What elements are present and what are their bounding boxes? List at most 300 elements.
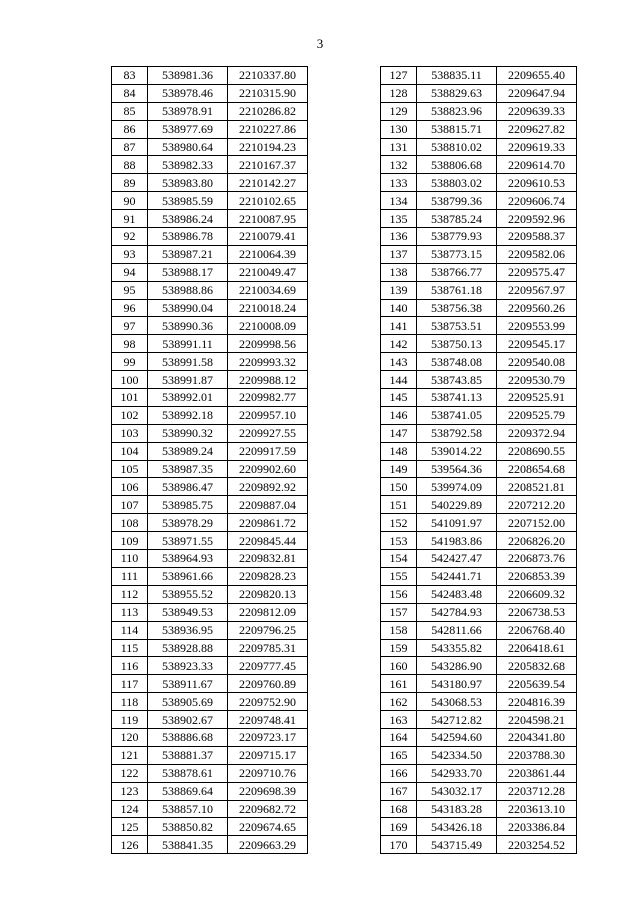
x-coordinate-cell: 538978.46: [148, 84, 228, 102]
y-coordinate-cell: 2209723.17: [228, 728, 308, 746]
y-coordinate-cell: 2209619.33: [497, 138, 577, 156]
y-coordinate-cell: 2206738.53: [497, 603, 577, 621]
y-coordinate-cell: 2203613.10: [497, 800, 577, 818]
x-coordinate-cell: 542483.48: [417, 585, 497, 603]
x-coordinate-cell: 538992.01: [148, 389, 228, 407]
table-row: [112, 281, 308, 299]
x-coordinate-cell: 538971.55: [148, 532, 228, 550]
point-number-cell: 165: [381, 746, 417, 764]
x-coordinate-cell: 543068.53: [417, 693, 497, 711]
table-row: [381, 263, 577, 281]
table-row: [381, 657, 577, 675]
y-coordinate-cell: 2209993.32: [228, 353, 308, 371]
y-coordinate-cell: 2203788.30: [497, 746, 577, 764]
point-number-cell: 110: [112, 550, 148, 568]
y-coordinate-cell: 2209832.81: [228, 550, 308, 568]
point-number-cell: 84: [112, 84, 148, 102]
y-coordinate-cell: 2206609.32: [497, 585, 577, 603]
point-number-cell: 120: [112, 728, 148, 746]
point-number-cell: 148: [381, 442, 417, 460]
point-number-cell: 96: [112, 299, 148, 317]
table-row: [112, 818, 308, 836]
table-row: [381, 764, 577, 782]
point-number-cell: 151: [381, 496, 417, 514]
y-coordinate-cell: 2205832.68: [497, 657, 577, 675]
table-row: [381, 496, 577, 514]
point-number-cell: 156: [381, 585, 417, 603]
table-row: [112, 836, 308, 854]
x-coordinate-cell: 542811.66: [417, 621, 497, 639]
y-coordinate-cell: 2204598.21: [497, 711, 577, 729]
y-coordinate-cell: 2210018.24: [228, 299, 308, 317]
x-coordinate-cell: 543032.17: [417, 782, 497, 800]
point-number-cell: 83: [112, 67, 148, 85]
y-coordinate-cell: 2209777.45: [228, 657, 308, 675]
point-number-cell: 118: [112, 693, 148, 711]
x-coordinate-cell: 538983.80: [148, 174, 228, 192]
y-coordinate-cell: 2209682.72: [228, 800, 308, 818]
x-coordinate-cell: 538978.91: [148, 102, 228, 120]
table-row: [112, 585, 308, 603]
y-coordinate-cell: 2210227.86: [228, 120, 308, 138]
y-coordinate-cell: 2209957.10: [228, 406, 308, 424]
table-row: [381, 728, 577, 746]
point-number-cell: 113: [112, 603, 148, 621]
y-coordinate-cell: 2209530.79: [497, 371, 577, 389]
x-coordinate-cell: 538985.59: [148, 192, 228, 210]
y-coordinate-cell: 2209614.70: [497, 156, 577, 174]
x-coordinate-cell: 538981.36: [148, 67, 228, 85]
x-coordinate-cell: 538986.47: [148, 478, 228, 496]
point-number-cell: 169: [381, 818, 417, 836]
point-number-cell: 130: [381, 120, 417, 138]
x-coordinate-cell: 542334.50: [417, 746, 497, 764]
y-coordinate-cell: 2209545.17: [497, 335, 577, 353]
x-coordinate-cell: 541091.97: [417, 514, 497, 532]
table-row: [381, 371, 577, 389]
y-coordinate-cell: 2204816.39: [497, 693, 577, 711]
y-coordinate-cell: 2209610.53: [497, 174, 577, 192]
table-row: [381, 621, 577, 639]
y-coordinate-cell: 2203861.44: [497, 764, 577, 782]
table-row: [112, 84, 308, 102]
point-number-cell: 155: [381, 567, 417, 585]
table-row: [112, 210, 308, 228]
table-row: [381, 156, 577, 174]
point-number-cell: 164: [381, 728, 417, 746]
y-coordinate-cell: 2210315.90: [228, 84, 308, 102]
table-row: [112, 335, 308, 353]
point-number-cell: 111: [112, 567, 148, 585]
table-row: [381, 228, 577, 246]
table-row: [112, 514, 308, 532]
table-row: [112, 228, 308, 246]
x-coordinate-cell: 538850.82: [148, 818, 228, 836]
y-coordinate-cell: 2209785.31: [228, 639, 308, 657]
table-row: [112, 675, 308, 693]
x-coordinate-cell: 538803.02: [417, 174, 497, 192]
table-row: [381, 675, 577, 693]
y-coordinate-cell: 2210286.82: [228, 102, 308, 120]
table-row: [112, 67, 308, 85]
point-number-cell: 134: [381, 192, 417, 210]
y-coordinate-cell: 2209988.12: [228, 371, 308, 389]
x-coordinate-cell: 538756.38: [417, 299, 497, 317]
point-number-cell: 93: [112, 245, 148, 263]
x-coordinate-cell: 538990.36: [148, 317, 228, 335]
point-number-cell: 112: [112, 585, 148, 603]
x-coordinate-cell: 538750.13: [417, 335, 497, 353]
y-coordinate-cell: 2208654.68: [497, 460, 577, 478]
x-coordinate-cell: 538991.58: [148, 353, 228, 371]
table-row: [112, 299, 308, 317]
table-row: [381, 585, 577, 603]
x-coordinate-cell: 538988.17: [148, 263, 228, 281]
y-coordinate-cell: 2209606.74: [497, 192, 577, 210]
x-coordinate-cell: 542441.71: [417, 567, 497, 585]
x-coordinate-cell: 542594.60: [417, 728, 497, 746]
point-number-cell: 153: [381, 532, 417, 550]
y-coordinate-cell: 2209639.33: [497, 102, 577, 120]
table-row: [112, 371, 308, 389]
point-number-cell: 106: [112, 478, 148, 496]
point-number-cell: 126: [112, 836, 148, 854]
table-row: [381, 138, 577, 156]
x-coordinate-cell: 538961.66: [148, 567, 228, 585]
table-row: [381, 67, 577, 85]
y-coordinate-cell: 2209902.60: [228, 460, 308, 478]
y-coordinate-cell: 2209715.17: [228, 746, 308, 764]
x-coordinate-cell: 538835.11: [417, 67, 497, 85]
point-number-cell: 91: [112, 210, 148, 228]
point-number-cell: 95: [112, 281, 148, 299]
point-number-cell: 157: [381, 603, 417, 621]
x-coordinate-cell: 538991.87: [148, 371, 228, 389]
table-row: [381, 460, 577, 478]
point-number-cell: 102: [112, 406, 148, 424]
x-coordinate-cell: 542933.70: [417, 764, 497, 782]
x-coordinate-cell: 538829.63: [417, 84, 497, 102]
x-coordinate-cell: 538989.24: [148, 442, 228, 460]
point-number-cell: 167: [381, 782, 417, 800]
point-number-cell: 168: [381, 800, 417, 818]
table-row: [112, 192, 308, 210]
table-row: [112, 353, 308, 371]
point-number-cell: 161: [381, 675, 417, 693]
x-coordinate-cell: 539974.09: [417, 478, 497, 496]
point-number-cell: 115: [112, 639, 148, 657]
point-number-cell: 98: [112, 335, 148, 353]
y-coordinate-cell: 2208521.81: [497, 478, 577, 496]
point-number-cell: 128: [381, 84, 417, 102]
y-coordinate-cell: 2210049.47: [228, 263, 308, 281]
table-row: [381, 317, 577, 335]
point-number-cell: 89: [112, 174, 148, 192]
table-row: [112, 567, 308, 585]
table-row: [381, 424, 577, 442]
x-coordinate-cell: 538753.51: [417, 317, 497, 335]
x-coordinate-cell: 538886.68: [148, 728, 228, 746]
point-number-cell: 141: [381, 317, 417, 335]
table-row: [381, 102, 577, 120]
x-coordinate-cell: 538761.18: [417, 281, 497, 299]
y-coordinate-cell: 2209540.08: [497, 353, 577, 371]
point-number-cell: 107: [112, 496, 148, 514]
point-number-cell: 129: [381, 102, 417, 120]
table-row: [381, 514, 577, 532]
x-coordinate-cell: 538743.85: [417, 371, 497, 389]
x-coordinate-cell: 542427.47: [417, 550, 497, 568]
x-coordinate-cell: 538810.02: [417, 138, 497, 156]
x-coordinate-cell: 543355.82: [417, 639, 497, 657]
table-row: [381, 389, 577, 407]
table-row: [112, 711, 308, 729]
point-number-cell: 92: [112, 228, 148, 246]
x-coordinate-cell: 538815.71: [417, 120, 497, 138]
point-number-cell: 131: [381, 138, 417, 156]
point-number-cell: 116: [112, 657, 148, 675]
y-coordinate-cell: 2209998.56: [228, 335, 308, 353]
y-coordinate-cell: 2209796.25: [228, 621, 308, 639]
x-coordinate-cell: 543715.49: [417, 836, 497, 854]
point-number-cell: 144: [381, 371, 417, 389]
point-number-cell: 138: [381, 263, 417, 281]
y-coordinate-cell: 2209982.77: [228, 389, 308, 407]
y-coordinate-cell: 2210167.37: [228, 156, 308, 174]
y-coordinate-cell: 2210194.23: [228, 138, 308, 156]
x-coordinate-cell: 538936.95: [148, 621, 228, 639]
table-row: [112, 120, 308, 138]
point-number-cell: 136: [381, 228, 417, 246]
x-coordinate-cell: 538785.24: [417, 210, 497, 228]
point-number-cell: 109: [112, 532, 148, 550]
y-coordinate-cell: 2210079.41: [228, 228, 308, 246]
y-coordinate-cell: 2209582.06: [497, 245, 577, 263]
table-row: [112, 263, 308, 281]
x-coordinate-cell: 543286.90: [417, 657, 497, 675]
x-coordinate-cell: 538792.58: [417, 424, 497, 442]
table-row: [381, 818, 577, 836]
x-coordinate-cell: 543426.18: [417, 818, 497, 836]
x-coordinate-cell: 538748.08: [417, 353, 497, 371]
table-row: [381, 442, 577, 460]
point-number-cell: 94: [112, 263, 148, 281]
y-coordinate-cell: 2210142.27: [228, 174, 308, 192]
x-coordinate-cell: 538980.64: [148, 138, 228, 156]
y-coordinate-cell: 2209887.04: [228, 496, 308, 514]
y-coordinate-cell: 2209627.82: [497, 120, 577, 138]
y-coordinate-cell: 2209567.97: [497, 281, 577, 299]
y-coordinate-cell: 2209575.47: [497, 263, 577, 281]
point-number-cell: 122: [112, 764, 148, 782]
point-number-cell: 170: [381, 836, 417, 854]
point-number-cell: 85: [112, 102, 148, 120]
y-coordinate-cell: 2210087.95: [228, 210, 308, 228]
table-row: [381, 639, 577, 657]
point-number-cell: 121: [112, 746, 148, 764]
y-coordinate-cell: 2210102.65: [228, 192, 308, 210]
point-number-cell: 124: [112, 800, 148, 818]
x-coordinate-cell: 538990.32: [148, 424, 228, 442]
point-number-cell: 104: [112, 442, 148, 460]
y-coordinate-cell: 2204341.80: [497, 728, 577, 746]
y-coordinate-cell: 2210337.80: [228, 67, 308, 85]
table-row: [112, 174, 308, 192]
table-row: [112, 657, 308, 675]
table-row: [112, 317, 308, 335]
y-coordinate-cell: 2206768.40: [497, 621, 577, 639]
point-number-cell: 114: [112, 621, 148, 639]
x-coordinate-cell: 538878.61: [148, 764, 228, 782]
x-coordinate-cell: 538977.69: [148, 120, 228, 138]
table-row: [381, 603, 577, 621]
x-coordinate-cell: 538982.33: [148, 156, 228, 174]
y-coordinate-cell: 2203254.52: [497, 836, 577, 854]
point-number-cell: 99: [112, 353, 148, 371]
x-coordinate-cell: 538911.67: [148, 675, 228, 693]
x-coordinate-cell: 538988.86: [148, 281, 228, 299]
table-row: [112, 764, 308, 782]
point-number-cell: 145: [381, 389, 417, 407]
point-number-cell: 101: [112, 389, 148, 407]
y-coordinate-cell: 2209845.44: [228, 532, 308, 550]
x-coordinate-cell: 538987.35: [148, 460, 228, 478]
y-coordinate-cell: 2209655.40: [497, 67, 577, 85]
table-row: [112, 693, 308, 711]
table-row: [381, 210, 577, 228]
x-coordinate-cell: 538987.21: [148, 245, 228, 263]
y-coordinate-cell: 2209698.39: [228, 782, 308, 800]
x-coordinate-cell: 539014.22: [417, 442, 497, 460]
y-coordinate-cell: 2203712.28: [497, 782, 577, 800]
table-row: [112, 532, 308, 550]
y-coordinate-cell: 2203386.84: [497, 818, 577, 836]
y-coordinate-cell: 2209820.13: [228, 585, 308, 603]
point-number-cell: 97: [112, 317, 148, 335]
table-row: [112, 245, 308, 263]
y-coordinate-cell: 2207152.00: [497, 514, 577, 532]
point-number-cell: 166: [381, 764, 417, 782]
point-number-cell: 105: [112, 460, 148, 478]
point-number-cell: 142: [381, 335, 417, 353]
x-coordinate-cell: 538741.13: [417, 389, 497, 407]
table-row: [381, 836, 577, 854]
x-coordinate-cell: 541983.86: [417, 532, 497, 550]
point-number-cell: 150: [381, 478, 417, 496]
table-row: [381, 353, 577, 371]
table-row: [381, 192, 577, 210]
point-number-cell: 140: [381, 299, 417, 317]
point-number-cell: 158: [381, 621, 417, 639]
y-coordinate-cell: 2208690.55: [497, 442, 577, 460]
table-row: [112, 424, 308, 442]
point-number-cell: 123: [112, 782, 148, 800]
x-coordinate-cell: 538869.64: [148, 782, 228, 800]
y-coordinate-cell: 2209525.79: [497, 406, 577, 424]
x-coordinate-cell: 538806.68: [417, 156, 497, 174]
x-coordinate-cell: 539564.36: [417, 460, 497, 478]
x-coordinate-cell: 538990.04: [148, 299, 228, 317]
point-number-cell: 149: [381, 460, 417, 478]
table-row: [112, 478, 308, 496]
y-coordinate-cell: 2209588.37: [497, 228, 577, 246]
y-coordinate-cell: 2210064.39: [228, 245, 308, 263]
table-row: [112, 728, 308, 746]
table-row: [112, 746, 308, 764]
y-coordinate-cell: 2209710.76: [228, 764, 308, 782]
table-row: [381, 335, 577, 353]
table-row: [112, 782, 308, 800]
point-number-cell: 152: [381, 514, 417, 532]
coordinates-table-right: [380, 66, 577, 854]
point-number-cell: 160: [381, 657, 417, 675]
y-coordinate-cell: 2207212.20: [497, 496, 577, 514]
x-coordinate-cell: 538986.78: [148, 228, 228, 246]
table-row: [381, 746, 577, 764]
point-number-cell: 125: [112, 818, 148, 836]
point-number-cell: 108: [112, 514, 148, 532]
y-coordinate-cell: 2209752.90: [228, 693, 308, 711]
point-number-cell: 87: [112, 138, 148, 156]
x-coordinate-cell: 543183.28: [417, 800, 497, 818]
x-coordinate-cell: 538986.24: [148, 210, 228, 228]
y-coordinate-cell: 2209553.99: [497, 317, 577, 335]
x-coordinate-cell: 538741.05: [417, 406, 497, 424]
y-coordinate-cell: 2209647.94: [497, 84, 577, 102]
x-coordinate-cell: 538823.96: [417, 102, 497, 120]
table-row: [112, 460, 308, 478]
x-coordinate-cell: 542784.93: [417, 603, 497, 621]
x-coordinate-cell: 538923.33: [148, 657, 228, 675]
table-row: [112, 138, 308, 156]
x-coordinate-cell: 543180.97: [417, 675, 497, 693]
table-row: [112, 603, 308, 621]
y-coordinate-cell: 2209892.92: [228, 478, 308, 496]
point-number-cell: 162: [381, 693, 417, 711]
y-coordinate-cell: 2209372.94: [497, 424, 577, 442]
x-coordinate-cell: 538779.93: [417, 228, 497, 246]
table-row: [381, 120, 577, 138]
point-number-cell: 103: [112, 424, 148, 442]
x-coordinate-cell: 538841.35: [148, 836, 228, 854]
x-coordinate-cell: 538964.93: [148, 550, 228, 568]
table-row: [381, 532, 577, 550]
table-row: [112, 442, 308, 460]
y-coordinate-cell: 2209663.29: [228, 836, 308, 854]
x-coordinate-cell: 538991.11: [148, 335, 228, 353]
table-row: [381, 782, 577, 800]
point-number-cell: 143: [381, 353, 417, 371]
point-number-cell: 127: [381, 67, 417, 85]
table-row: [112, 389, 308, 407]
point-number-cell: 159: [381, 639, 417, 657]
table-row: [112, 406, 308, 424]
y-coordinate-cell: 2209861.72: [228, 514, 308, 532]
table-row: [112, 550, 308, 568]
x-coordinate-cell: 542712.82: [417, 711, 497, 729]
table-row: [381, 567, 577, 585]
coordinates-table-left: [111, 66, 308, 854]
point-number-cell: 117: [112, 675, 148, 693]
point-number-cell: 163: [381, 711, 417, 729]
y-coordinate-cell: 2209592.96: [497, 210, 577, 228]
x-coordinate-cell: 538992.18: [148, 406, 228, 424]
x-coordinate-cell: 538949.53: [148, 603, 228, 621]
y-coordinate-cell: 2209674.65: [228, 818, 308, 836]
table-row: [381, 174, 577, 192]
point-number-cell: 100: [112, 371, 148, 389]
y-coordinate-cell: 2209525.91: [497, 389, 577, 407]
